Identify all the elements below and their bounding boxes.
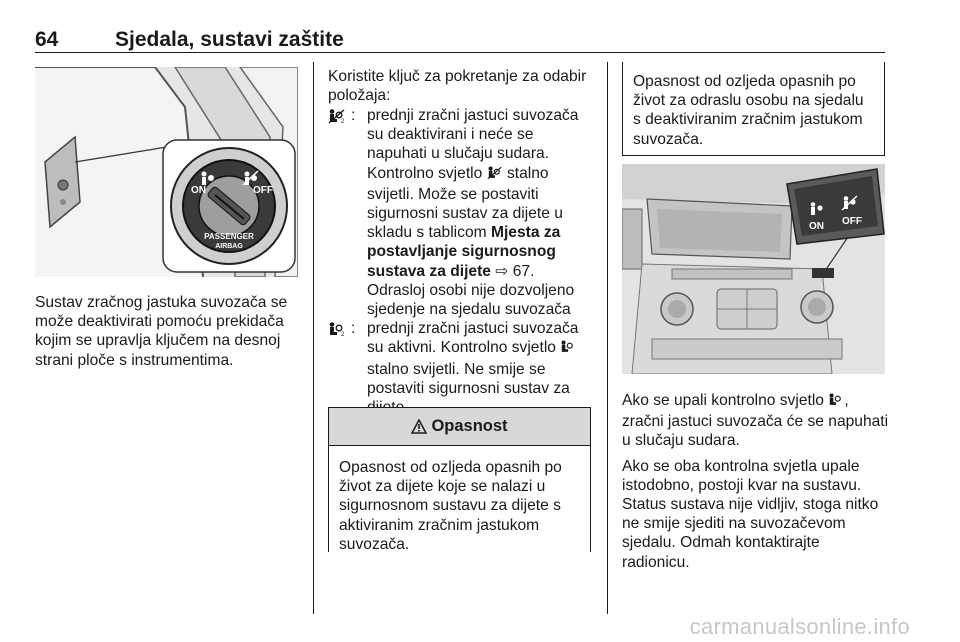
page-ref-arrow-icon: ⇨	[495, 262, 509, 280]
list-item: 2 : prednji zračni jastuci suvozača su aktivni. Kontrolno svjetlo stalno svijetli. Ne smije se postaviti sigurnosni sustav za	[328, 319, 596, 417]
col3-paragraph-1: Ako se upali kontrolno svjetlo , zračni jastuci suvozača će se napuhati u slučaju sudara.	[622, 392, 889, 450]
column-divider-2	[607, 62, 608, 614]
indicator-off-label: OFF	[842, 216, 862, 227]
warning-body: Opasnost od ozljeda opasnih po život za dijete koje se nalazi u sigurnosnom sustavu za dijete s aktiviranim zračnim jastukom suvozača.	[339, 459, 562, 553]
svg-text:2: 2	[341, 119, 345, 124]
col3-text	[622, 391, 890, 578]
danger-warning-box	[328, 407, 591, 552]
page-ref[interactable]: 67.	[512, 262, 535, 280]
airbag-off-icon	[487, 166, 503, 185]
dashboard-indicator-figure	[622, 164, 885, 374]
airbag-on-icon	[560, 340, 576, 359]
page-number: 64	[35, 28, 59, 51]
airbag-off-icon	[328, 106, 351, 319]
airbag-on-icon	[328, 319, 351, 417]
section-title: Sjedala, sustavi zaštite	[115, 28, 344, 51]
switch-label-passenger: PASSENGER	[204, 232, 254, 241]
header-rule	[35, 52, 885, 53]
watermark: carmanualsonline.info	[689, 614, 910, 639]
column-divider-1	[313, 62, 314, 614]
col2-intro: Koristite ključ za pokretanje za odabir položaja:	[328, 68, 587, 105]
caution-box: Opasnost od ozljeda opasnih po život za odraslu osobu na sjedalu s deaktiviranim zračnim jastukom suvozača.	[622, 62, 885, 156]
child-seat-table-link[interactable]: Mjesta za postavljanje sigurnosnog sustava za dijete	[367, 224, 561, 280]
warning-title: Opasnost	[431, 417, 508, 435]
switch-on-label: ON	[191, 185, 206, 196]
airbag-on-icon	[828, 393, 844, 412]
col3-paragraph-2: Ako se oba kontrolna svjetla upale istodobno, postoji kvar na sustavu. Status sustava nije vidljiv, stoga nitko ne smije sjediti na suvozačevom sjedalu. Odmah kontaktirajte radionicu.	[622, 457, 879, 571]
col1-paragraph: Sustav zračnog jastuka suvozača se može deaktivirati pomoću prekidača kojim se upravlja ključem na desnoj strani ploče s instrumentima.	[35, 294, 288, 369]
list-item: 2 : prednji zračni jastuci suvozača su deaktivirani i neće se napuhati u slučaju sudara. Kontrolno svjetlo stalno svijetli. Može se postaviti sigurnosni sustav za dijete u skladu s tablicom Mjesta za postavljanje sigurnosnog sustava za dijete ⇨ 67. Odrasloj osobi nije dozvoljeno sjedenje na sjedalu suvozača	[328, 106, 596, 319]
airbag-switch-figure	[35, 67, 298, 277]
switch-off-label: OFF	[253, 185, 273, 196]
warning-triangle-icon	[411, 419, 427, 434]
indicator-on-label: ON	[809, 221, 824, 232]
switch-label-airbag: AIRBAG	[215, 243, 243, 250]
position-definition-list	[328, 106, 596, 417]
page-header	[35, 28, 885, 52]
svg-text:2: 2	[341, 332, 345, 338]
warning-header	[329, 408, 590, 446]
